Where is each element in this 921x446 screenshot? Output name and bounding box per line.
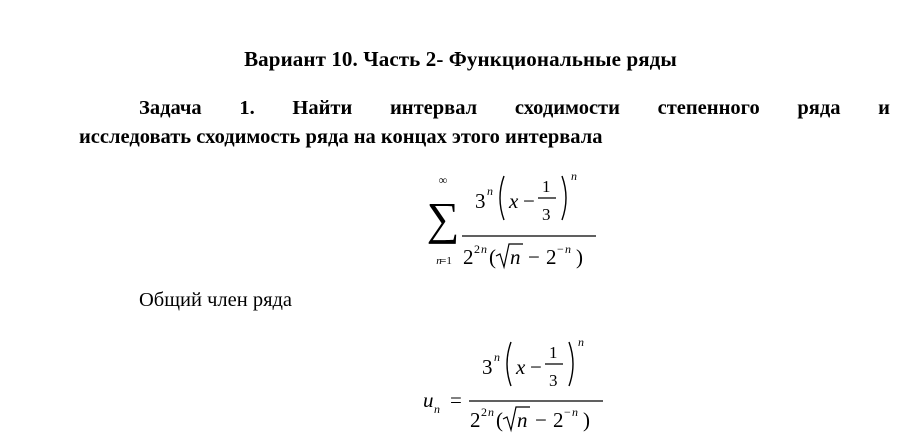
svg-text:n: n xyxy=(481,242,487,256)
svg-text:(: ( xyxy=(496,408,503,432)
svg-text:u: u xyxy=(423,388,434,412)
svg-text:2: 2 xyxy=(463,245,474,269)
svg-text:2: 2 xyxy=(546,245,557,269)
series-formula xyxy=(425,168,605,273)
svg-text:−: − xyxy=(557,242,564,256)
svg-text:2: 2 xyxy=(553,408,564,432)
svg-text:): ) xyxy=(583,408,590,432)
svg-text:−: − xyxy=(523,189,535,213)
svg-text:n: n xyxy=(517,408,528,432)
svg-text:3: 3 xyxy=(542,205,551,224)
svg-text:2: 2 xyxy=(470,408,481,432)
svg-text:∑: ∑ xyxy=(426,193,460,244)
svg-text:n: n xyxy=(510,245,521,269)
svg-text:−: − xyxy=(530,355,542,379)
svg-text:): ) xyxy=(576,245,583,269)
svg-text:−: − xyxy=(528,245,540,269)
task-line-2: исследовать сходимость ряда на концах этого интервала xyxy=(79,126,603,148)
svg-text:2: 2 xyxy=(474,242,480,256)
svg-text:x: x xyxy=(509,189,519,213)
svg-text:n: n xyxy=(571,169,577,183)
svg-text:3: 3 xyxy=(482,355,493,379)
general-term-label: Общий член ряда xyxy=(139,289,293,311)
svg-text:2: 2 xyxy=(481,405,487,419)
svg-text:n: n xyxy=(488,405,494,419)
svg-text:=: = xyxy=(450,388,462,412)
svg-text:=1: =1 xyxy=(440,255,452,267)
svg-text:x: x xyxy=(516,355,526,379)
svg-text:∞: ∞ xyxy=(438,173,448,187)
svg-text:−: − xyxy=(564,405,571,419)
svg-text:n: n xyxy=(572,405,578,419)
task-statement xyxy=(79,94,890,152)
page-title: Вариант 10. Часть 2- Функциональные ряды xyxy=(244,47,677,71)
svg-text:3: 3 xyxy=(549,371,558,390)
svg-text:n: n xyxy=(436,255,442,267)
svg-text:n: n xyxy=(565,242,571,256)
general-term-formula xyxy=(420,333,610,438)
svg-text:(: ( xyxy=(489,245,496,269)
svg-text:n: n xyxy=(578,335,584,349)
svg-text:3: 3 xyxy=(475,189,486,213)
svg-text:n: n xyxy=(494,350,500,364)
svg-text:n: n xyxy=(434,402,440,416)
svg-text:−: − xyxy=(535,408,547,432)
task-line-1: Задача 1. Найти интервал сходимости степенного ряда и xyxy=(139,97,890,119)
svg-text:1: 1 xyxy=(542,177,551,196)
svg-text:1: 1 xyxy=(549,343,558,362)
svg-text:n: n xyxy=(487,184,493,198)
